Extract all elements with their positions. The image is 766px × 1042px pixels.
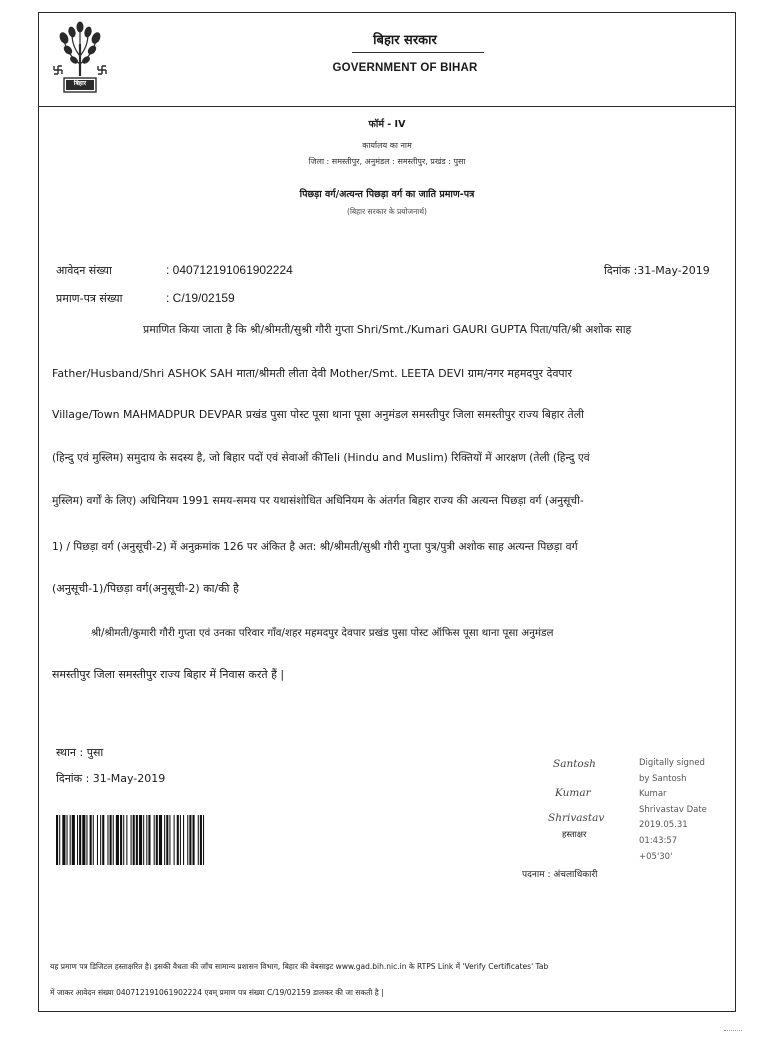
application-date: दिनांक :31-May-2019 — [604, 264, 710, 277]
body-line: 1) / पिछड़ा वर्ग (अनुसूची-2) में अनुक्रमांक 126 पर अंकित है अत: श्री/श्रीमती/सुश्री गौरी गुप्ता पुत्र/पुत्री अशोक साह अत्यन्त पिछड़ा वर्ग — [52, 540, 578, 553]
signature-line-3: Shrivastav — [548, 812, 605, 824]
title-underline — [352, 52, 484, 53]
digital-signature-line: +05'30' — [639, 851, 673, 862]
form-number: फॉर्म - IV — [368, 119, 406, 130]
body-line: Village/Town MAHMADPUR DEVPAR प्रखंड पुसा पोस्ट पूसा थाना पूसा अनुमंडल समस्तीपुर जिला समस्तीपुर राज्य बिहार तेली — [52, 408, 584, 421]
digital-signature-line: by Santosh — [639, 773, 687, 784]
certificate-purpose: (बिहार सरकार के प्रयोजनार्थ) — [347, 207, 427, 216]
government-title-hindi: बिहार सरकार — [373, 33, 437, 48]
certificate-number-label: प्रमाण-पत्र संख्या — [56, 292, 123, 305]
header-divider — [38, 106, 736, 107]
digital-signature-line: 2019.05.31 — [639, 820, 688, 831]
designation: पदनाम : अंचलाधिकारी — [522, 870, 598, 880]
barcode — [56, 815, 288, 865]
application-number-label: आवेदन संख्या — [56, 264, 112, 277]
body-line: मुस्लिम) वर्गों के लिए) अधिनियम 1991 समय-समय पर यथासंशोधित अधिनियम के अंतर्गत बिहार राज्य की अत्यन्त पिछड़ा वर्ग (अनुसूची- — [52, 494, 584, 507]
office-name-label: कार्यालय का नाम — [362, 141, 412, 150]
body-line: प्रमाणित किया जाता है कि श्री/श्रीमती/सुश्री गौरी गुप्ता Shri/Smt./Kumari GAURI GUPTA पिता/पति/श्री अशोक साह — [143, 323, 632, 336]
certificate-number-value: : C/19/02159 — [166, 291, 235, 305]
body-line: (हिन्दु एवं मुस्लिम) समुदाय के सदस्य है, जो बिहार पदों एवं सेवाओं कीTeli (Hindu and Muslim) रिक्तियों में आरक्षण (तेली (हिन्दु एवं — [52, 451, 590, 464]
government-title-english: GOVERNMENT OF BIHAR — [332, 62, 478, 74]
body-line: Father/Husband/Shri ASHOK SAH माता/श्रीमती लीता देवी Mother/Smt. LEETA DEVI ग्राम/नगर महमदपुर देवपार — [52, 367, 573, 380]
digital-signature-info — [639, 756, 729, 865]
digital-signature-line: Digitally signed — [639, 758, 705, 768]
digital-signature-line: Shrivastav Date — [639, 804, 707, 815]
emblem-label: बिहार — [73, 80, 87, 87]
signature-line-2: Kumar — [555, 787, 591, 799]
place-date: दिनांक : 31-May-2019 — [56, 772, 166, 785]
margin-mark — [724, 1030, 742, 1033]
body-line: (अनुसूची-1)/पिछड़ा वर्ग(अनुसूची-2) का/की है — [52, 582, 239, 595]
body-line: श्री/श्रीमती/कुमारी गौरी गुप्ता एवं उनका परिवार गाँव/शहर महमदपुर देवपार प्रखंड पुसा पोस्ट ऑफिस पूसा थाना पूसा अनुमंडल — [91, 627, 554, 639]
certificate-title: पिछड़ा वर्ग/अत्यन्त पिछड़ा वर्ग का जाति प्रमाण-पत्र — [299, 189, 475, 200]
footer-verification-line-1: यह प्रमाण पत्र डिजिटल हस्ताक्षरित है। इसकी वैधता की जाँच सामान्य प्रशासन विभाग, बिहार की वेबसाइट www.gad.bih.nic.in के RTPS Link में 'Verify Certificates' Tab — [50, 962, 549, 971]
signature-line-1: Santosh — [553, 758, 596, 770]
digital-signature-line: 01:43:57 — [639, 835, 678, 846]
district-details: जिला : समस्तीपुर, अनुमंडल : समस्तीपुर, प्रखंड : पुसा — [308, 157, 466, 166]
footer-verification-line-2: में जाकर आवेदन संख्या 040712191061902224 एवम् प्रमाण पत्र संख्या C/19/02159 डालकर की जा सकती है | — [50, 988, 384, 997]
body-line: समस्तीपुर जिला समस्तीपुर राज्य बिहार में निवास करते हैं | — [52, 668, 285, 681]
place-label: स्थान : पुसा — [56, 746, 104, 759]
digital-signature-line: Kumar — [639, 789, 667, 800]
application-number-value: : 040712191061902224 — [166, 263, 293, 277]
signature-label: हस्ताक्षर — [562, 830, 587, 840]
